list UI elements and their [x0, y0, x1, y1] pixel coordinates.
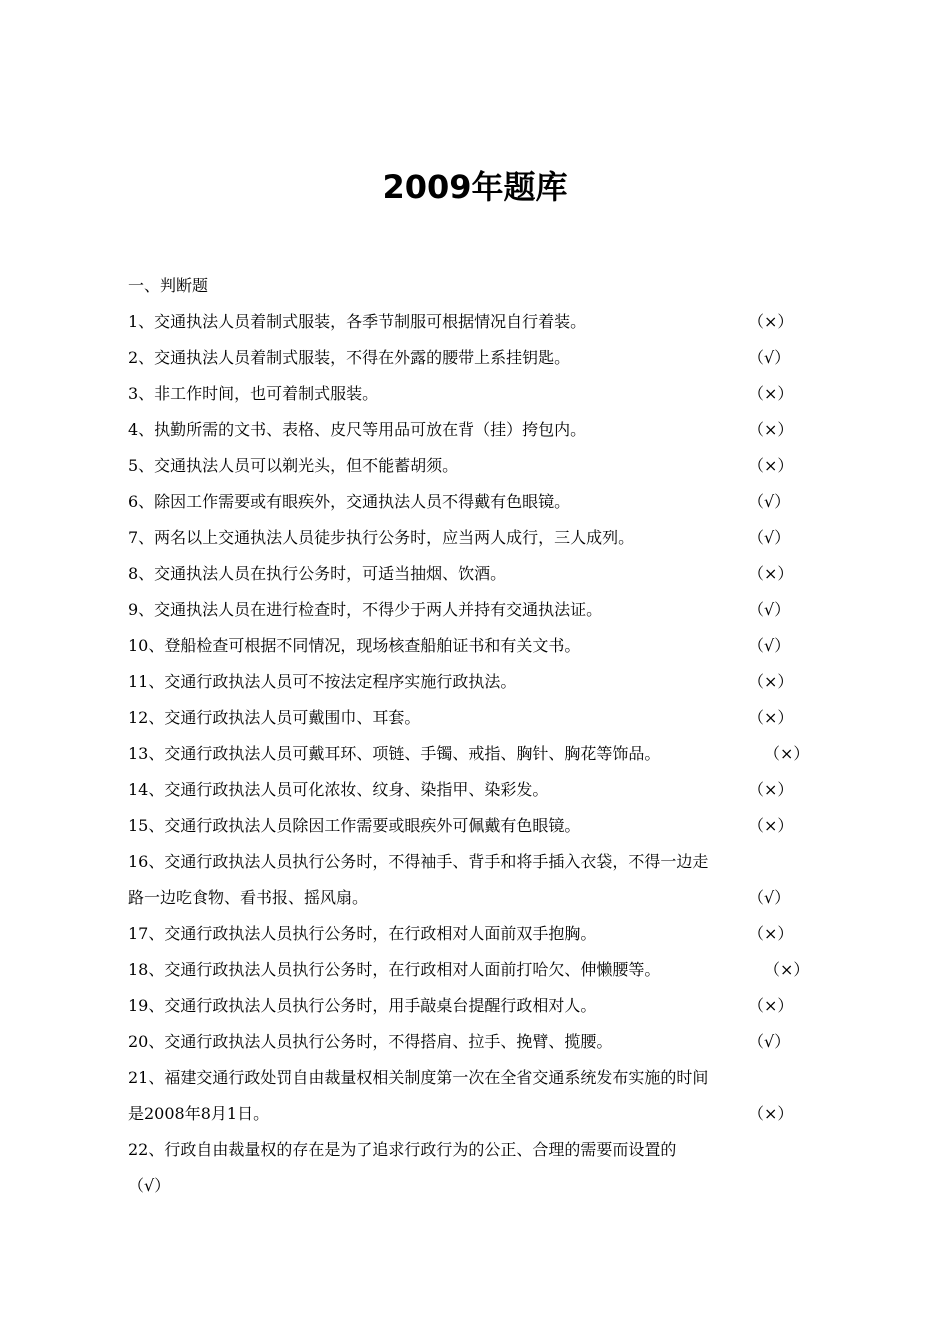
section-heading: 一、判断题 [128, 276, 209, 295]
question-list [128, 268, 828, 1204]
question-text: 16、交通行政执法人员执行公务时，不得袖手、背手和将手插入衣袋，不得一边走 [128, 852, 709, 871]
answer-mark: （×） [748, 816, 794, 835]
answer-mark: （×） [748, 1104, 794, 1123]
answer-mark: （√） [128, 1176, 171, 1195]
question-text: 6、除因工作需要或有眼疾外，交通执法人员不得戴有色眼镜。 [128, 492, 571, 511]
question-text: 9、交通执法人员在进行检查时，不得少于两人并持有交通执法证。 [128, 600, 603, 619]
question-item [128, 664, 828, 700]
question-item [128, 304, 828, 340]
page-title: 2009年题库 [382, 168, 568, 206]
question-text: 2、交通执法人员着制式服装，不得在外露的腰带上系挂钥匙。 [128, 348, 571, 367]
question-text: 18、交通行政执法人员执行公务时，在行政相对人面前打哈欠、伸懒腰等。 [128, 960, 661, 979]
question-item [128, 1024, 828, 1060]
question-text: 11、交通行政执法人员可不按法定程序实施行政执法。 [128, 672, 517, 691]
answer-mark: （×） [748, 312, 794, 331]
question-item [128, 448, 828, 484]
question-item [128, 700, 828, 736]
answer-mark: （√） [748, 888, 791, 907]
question-item [128, 808, 828, 844]
question-item [128, 736, 828, 772]
question-text: 17、交通行政执法人员执行公务时，在行政相对人面前双手抱胸。 [128, 924, 597, 943]
answer-mark: （×） [764, 960, 810, 979]
question-item-continuation [128, 1168, 828, 1204]
question-text: 22、行政自由裁量权的存在是为了追求行政行为的公正、合理的需要而设置的 [128, 1140, 677, 1159]
question-item [128, 988, 828, 1024]
question-item [128, 592, 828, 628]
answer-mark: （×） [748, 924, 794, 943]
answer-mark: （×） [748, 780, 794, 799]
question-text: 10、登船检查可根据不同情况，现场核查船舶证书和有关文书。 [128, 636, 581, 655]
answer-mark: （×） [748, 456, 794, 475]
answer-mark: （√） [748, 600, 791, 619]
question-item [128, 484, 828, 520]
answer-mark: （×） [764, 744, 810, 763]
question-item [128, 844, 828, 880]
question-item [128, 628, 828, 664]
question-text: 1、交通执法人员着制式服装，各季节制服可根据情况自行着装。 [128, 312, 587, 331]
question-text: 3、非工作时间，也可着制式服装。 [128, 384, 379, 403]
question-text: 7、两名以上交通执法人员徒步执行公务时，应当两人成行，三人成列。 [128, 528, 635, 547]
answer-mark: （√） [748, 348, 791, 367]
question-text: 21、福建交通行政处罚自由裁量权相关制度第一次在全省交通系统发布实施的时间 [128, 1068, 709, 1087]
answer-mark: （×） [748, 672, 794, 691]
question-item [128, 1060, 828, 1096]
answer-mark: （√） [748, 1032, 791, 1051]
question-item [128, 952, 828, 988]
question-item [128, 772, 828, 808]
answer-mark: （×） [748, 384, 794, 403]
question-text: 5、交通执法人员可以剃光头，但不能蓄胡须。 [128, 456, 459, 475]
answer-mark: （×） [748, 564, 794, 583]
answer-mark: （√） [748, 528, 791, 547]
question-item-continuation [128, 880, 828, 916]
question-text: 12、交通行政执法人员可戴围巾、耳套。 [128, 708, 421, 727]
question-item [128, 916, 828, 952]
question-item [128, 376, 828, 412]
question-text: 19、交通行政执法人员执行公务时，用手敲桌台提醒行政相对人。 [128, 996, 597, 1015]
question-text: 8、交通执法人员在执行公务时，可适当抽烟、饮酒。 [128, 564, 507, 583]
answer-mark: （×） [748, 708, 794, 727]
question-item [128, 412, 828, 448]
question-text: 14、交通行政执法人员可化浓妆、纹身、染指甲、染彩发。 [128, 780, 549, 799]
question-item [128, 556, 828, 592]
question-item [128, 520, 828, 556]
question-item-continuation [128, 1096, 828, 1132]
question-text-continuation: 是2008年8月1日。 [128, 1104, 270, 1123]
question-text: 4、执勤所需的文书、表格、皮尺等用品可放在背（挂）挎包内。 [128, 420, 587, 439]
question-text-continuation: 路一边吃食物、看书报、摇风扇。 [128, 888, 369, 907]
answer-mark: （√） [748, 636, 791, 655]
answer-mark: （×） [748, 420, 794, 439]
question-item [128, 340, 828, 376]
question-item [128, 1132, 828, 1168]
question-text: 15、交通行政执法人员除因工作需要或眼疾外可佩戴有色眼镜。 [128, 816, 581, 835]
answer-mark: （√） [748, 492, 791, 511]
question-text: 13、交通行政执法人员可戴耳环、项链、手镯、戒指、胸针、胸花等饰品。 [128, 744, 661, 763]
question-text: 20、交通行政执法人员执行公务时，不得搭肩、拉手、挽臂、揽腰。 [128, 1032, 613, 1051]
answer-mark: （×） [748, 996, 794, 1015]
